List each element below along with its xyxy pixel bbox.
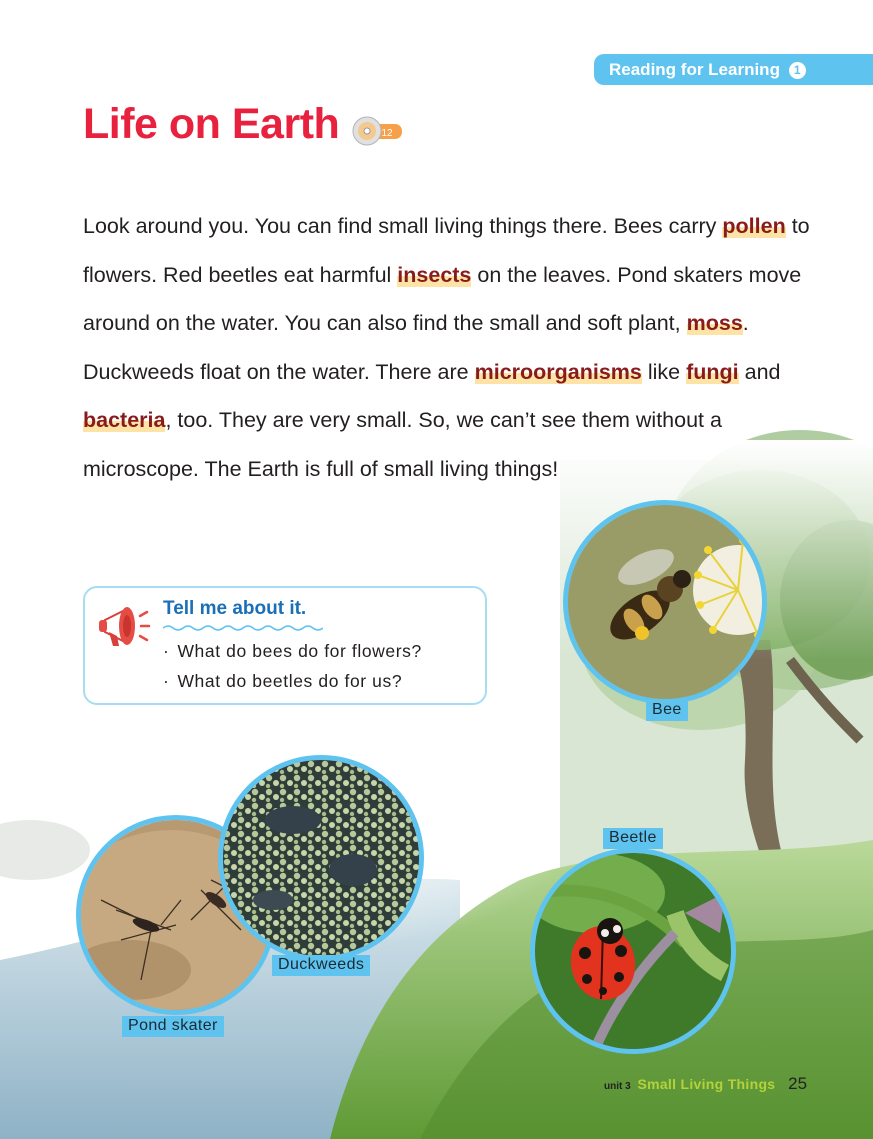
vocab-pollen[interactable]: pollen (722, 214, 786, 238)
wavy-underline (163, 624, 323, 632)
page-footer (604, 1074, 807, 1094)
bee-photo (563, 500, 767, 704)
reading-passage: Look around you. You can find small living things there. Bees carry pollen to flowers. Red beetles eat harmful insects on the leaves. Pond skaters move around on the water. You can also find the small and soft plant, moss. Duckweeds float on the water. There are microorganisms like fungi and bacteria, too. They are very small. So, we can’t see them without a microscope. The Earth is full of small living things! (83, 214, 810, 481)
audio-cd-icon[interactable] (352, 116, 404, 146)
vocab-moss[interactable]: moss (686, 311, 743, 335)
duckweeds-photo (218, 755, 424, 961)
vocab-bacteria[interactable]: bacteria (83, 408, 166, 432)
vocab-microorganisms[interactable]: microorganisms (474, 359, 642, 384)
duckweeds-label: Duckweeds (272, 955, 370, 976)
unit-number: unit 3 (604, 1081, 631, 1092)
page-number: 25 (788, 1074, 808, 1093)
tell-me-box (83, 586, 487, 705)
vocab-fungi[interactable]: fungi (686, 359, 739, 384)
megaphone-icon (95, 598, 153, 654)
page-title: Life on Earth (83, 100, 340, 148)
tell-me-title: Tell me about it. (163, 598, 307, 619)
beetle-photo (530, 848, 736, 1054)
pond-skater-label: Pond skater (122, 1016, 224, 1037)
question-list (163, 636, 422, 696)
question-item: · What do bees do for flowers? (163, 636, 422, 666)
section-number-badge: 1 (789, 62, 806, 79)
unit-title: Small Living Things (637, 1076, 776, 1092)
section-tab-label: Reading for Learning (609, 60, 780, 79)
vocab-insects[interactable]: insects (397, 262, 472, 287)
section-tab (594, 54, 873, 85)
audio-track-number: 12 (381, 128, 393, 139)
bee-label: Bee (646, 700, 688, 721)
question-item: · What do beetles do for us? (163, 666, 422, 696)
beetle-label: Beetle (603, 828, 663, 849)
